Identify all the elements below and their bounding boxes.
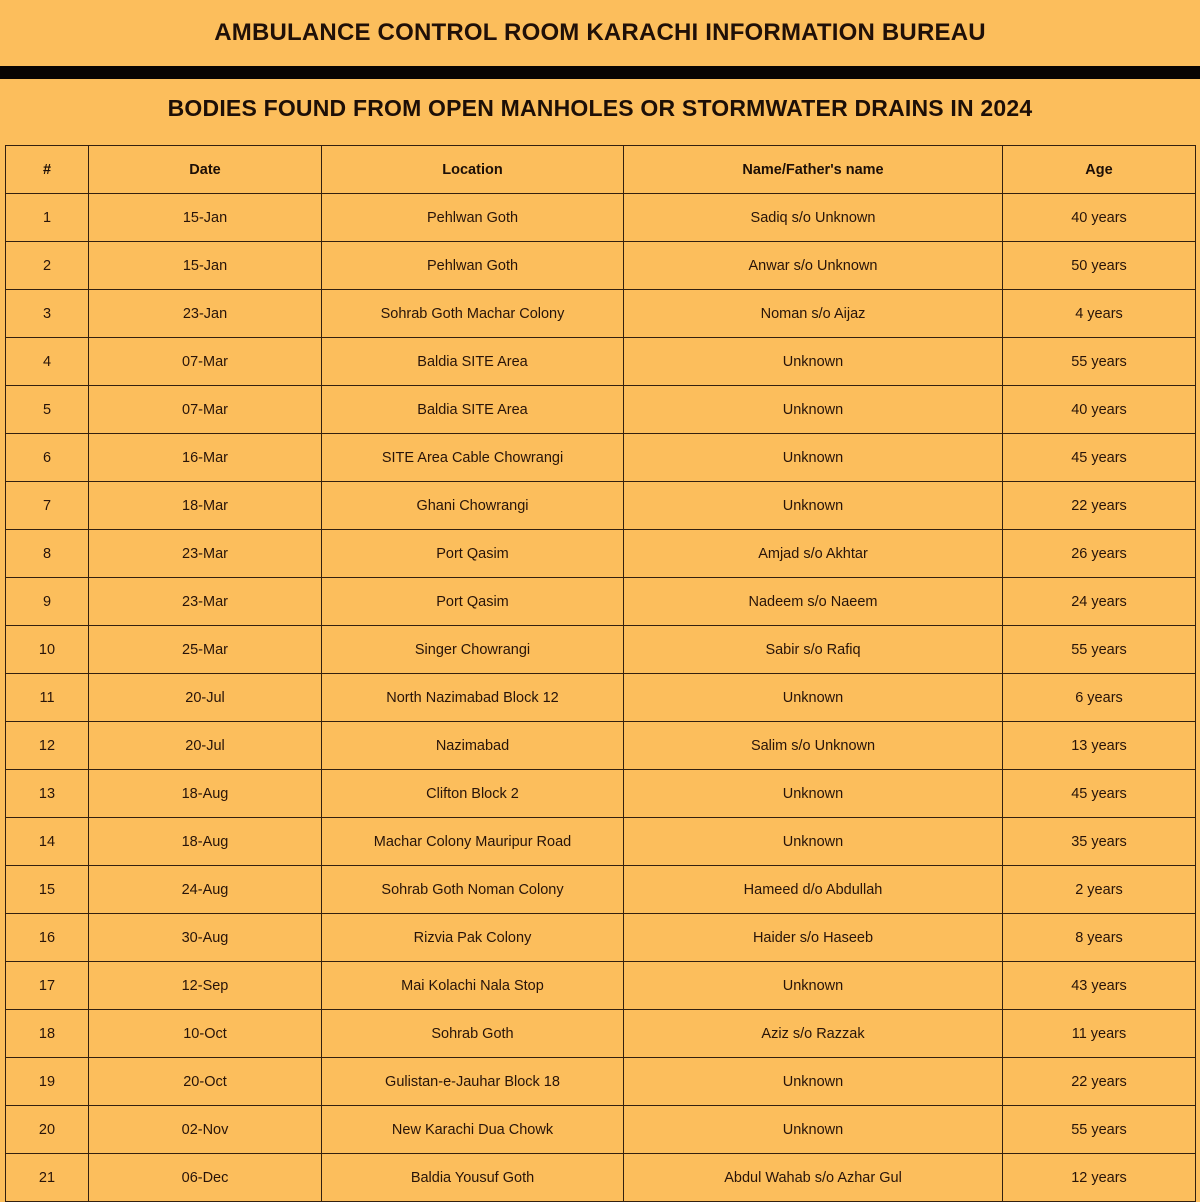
cell-age: 40 years [1003,194,1196,242]
cell-date: 20-Oct [89,1058,322,1106]
cell-location: SITE Area Cable Chowrangi [322,434,624,482]
table-row [6,770,1196,818]
cell-location: Clifton Block 2 [322,770,624,818]
cell-number: 1 [6,194,89,242]
cell-number: 8 [6,530,89,578]
cell-date: 30-Aug [89,914,322,962]
cell-date: 06-Dec [89,1154,322,1202]
cell-location: Pehlwan Goth [322,242,624,290]
table-row [6,290,1196,338]
cell-name: Unknown [624,962,1003,1010]
cell-location: Ghani Chowrangi [322,482,624,530]
table-row [6,338,1196,386]
cell-number: 10 [6,626,89,674]
cell-number: 15 [6,866,89,914]
cell-date: 15-Jan [89,194,322,242]
table-row [6,626,1196,674]
cell-age: 22 years [1003,482,1196,530]
table-row [6,866,1196,914]
table-row [6,482,1196,530]
cell-age: 2 years [1003,866,1196,914]
cell-name: Unknown [624,338,1003,386]
cell-date: 10-Oct [89,1010,322,1058]
cell-location: Nazimabad [322,722,624,770]
column-header-number: # [6,146,89,194]
cell-name: Unknown [624,770,1003,818]
table-header-row [6,146,1196,194]
cell-date: 20-Jul [89,722,322,770]
cell-location: Rizvia Pak Colony [322,914,624,962]
table-row [6,914,1196,962]
cell-name: Unknown [624,482,1003,530]
table-row [6,578,1196,626]
cell-location: Baldia SITE Area [322,386,624,434]
table-row [6,434,1196,482]
cell-name: Sadiq s/o Unknown [624,194,1003,242]
cell-age: 11 years [1003,1010,1196,1058]
cell-date: 07-Mar [89,386,322,434]
cell-location: Machar Colony Mauripur Road [322,818,624,866]
cell-age: 50 years [1003,242,1196,290]
table-row [6,1010,1196,1058]
cell-age: 55 years [1003,626,1196,674]
cell-age: 24 years [1003,578,1196,626]
table-header [6,146,1196,194]
cell-name: Noman s/o Aijaz [624,290,1003,338]
cell-name: Hameed d/o Abdullah [624,866,1003,914]
column-header-date: Date [89,146,322,194]
cell-location: Pehlwan Goth [322,194,624,242]
table-row [6,674,1196,722]
subtitle-band [0,79,1200,137]
cell-number: 21 [6,1154,89,1202]
table-row [6,1106,1196,1154]
cell-location: New Karachi Dua Chowk [322,1106,624,1154]
cell-date: 15-Jan [89,242,322,290]
cell-name: Unknown [624,818,1003,866]
cell-age: 55 years [1003,338,1196,386]
masthead [0,0,1200,66]
column-header-name: Name/Father's name [624,146,1003,194]
cell-age: 45 years [1003,770,1196,818]
table-row [6,386,1196,434]
cell-age: 22 years [1003,1058,1196,1106]
cell-number: 18 [6,1010,89,1058]
cell-date: 24-Aug [89,866,322,914]
cell-number: 11 [6,674,89,722]
cell-name: Unknown [624,674,1003,722]
cell-number: 20 [6,1106,89,1154]
cell-number: 4 [6,338,89,386]
cell-location: Gulistan-e-Jauhar Block 18 [322,1058,624,1106]
cell-name: Sabir s/o Rafiq [624,626,1003,674]
cell-number: 14 [6,818,89,866]
cell-age: 12 years [1003,1154,1196,1202]
cell-date: 02-Nov [89,1106,322,1154]
cell-age: 35 years [1003,818,1196,866]
cell-name: Salim s/o Unknown [624,722,1003,770]
cell-name: Unknown [624,386,1003,434]
report-title: BODIES FOUND FROM OPEN MANHOLES OR STORMWATER DRAINS IN 2024 [167,94,1033,121]
cell-name: Abdul Wahab s/o Azhar Gul [624,1154,1003,1202]
cell-name: Anwar s/o Unknown [624,242,1003,290]
cell-number: 7 [6,482,89,530]
cell-date: 12-Sep [89,962,322,1010]
cell-location: Port Qasim [322,530,624,578]
cell-date: 23-Jan [89,290,322,338]
cell-number: 17 [6,962,89,1010]
cell-number: 13 [6,770,89,818]
cell-number: 16 [6,914,89,962]
column-header-location: Location [322,146,624,194]
organization-title: AMBULANCE CONTROL ROOM KARACHI INFORMATION BUREAU [214,19,986,46]
cell-age: 55 years [1003,1106,1196,1154]
cell-location: Sohrab Goth Noman Colony [322,866,624,914]
cell-date: 20-Jul [89,674,322,722]
cell-name: Amjad s/o Akhtar [624,530,1003,578]
cell-date: 18-Aug [89,818,322,866]
incidents-table [5,145,1196,1202]
cell-date: 23-Mar [89,530,322,578]
table-container [5,145,1195,1202]
cell-age: 4 years [1003,290,1196,338]
cell-location: Mai Kolachi Nala Stop [322,962,624,1010]
cell-age: 13 years [1003,722,1196,770]
table-row [6,722,1196,770]
cell-date: 25-Mar [89,626,322,674]
cell-date: 18-Mar [89,482,322,530]
cell-number: 9 [6,578,89,626]
cell-location: Sohrab Goth [322,1010,624,1058]
cell-age: 45 years [1003,434,1196,482]
cell-location: Port Qasim [322,578,624,626]
cell-location: Baldia SITE Area [322,338,624,386]
cell-age: 26 years [1003,530,1196,578]
cell-name: Haider s/o Haseeb [624,914,1003,962]
table-row [6,962,1196,1010]
table-row [6,242,1196,290]
cell-number: 5 [6,386,89,434]
cell-number: 6 [6,434,89,482]
header-divider-bar [0,66,1200,79]
cell-date: 07-Mar [89,338,322,386]
cell-location: Singer Chowrangi [322,626,624,674]
table-body [6,194,1196,1202]
cell-date: 16-Mar [89,434,322,482]
table-row [6,1058,1196,1106]
cell-name: Unknown [624,1106,1003,1154]
cell-number: 12 [6,722,89,770]
cell-number: 3 [6,290,89,338]
cell-age: 6 years [1003,674,1196,722]
cell-age: 40 years [1003,386,1196,434]
cell-age: 43 years [1003,962,1196,1010]
cell-name: Nadeem s/o Naeem [624,578,1003,626]
column-header-age: Age [1003,146,1196,194]
cell-name: Unknown [624,434,1003,482]
cell-location: Baldia Yousuf Goth [322,1154,624,1202]
table-row [6,818,1196,866]
cell-date: 23-Mar [89,578,322,626]
cell-name: Aziz s/o Razzak [624,1010,1003,1058]
cell-date: 18-Aug [89,770,322,818]
cell-location: North Nazimabad Block 12 [322,674,624,722]
cell-age: 8 years [1003,914,1196,962]
cell-location: Sohrab Goth Machar Colony [322,290,624,338]
table-row [6,194,1196,242]
table-row [6,530,1196,578]
cell-number: 2 [6,242,89,290]
cell-number: 19 [6,1058,89,1106]
cell-name: Unknown [624,1058,1003,1106]
table-row [6,1154,1196,1202]
